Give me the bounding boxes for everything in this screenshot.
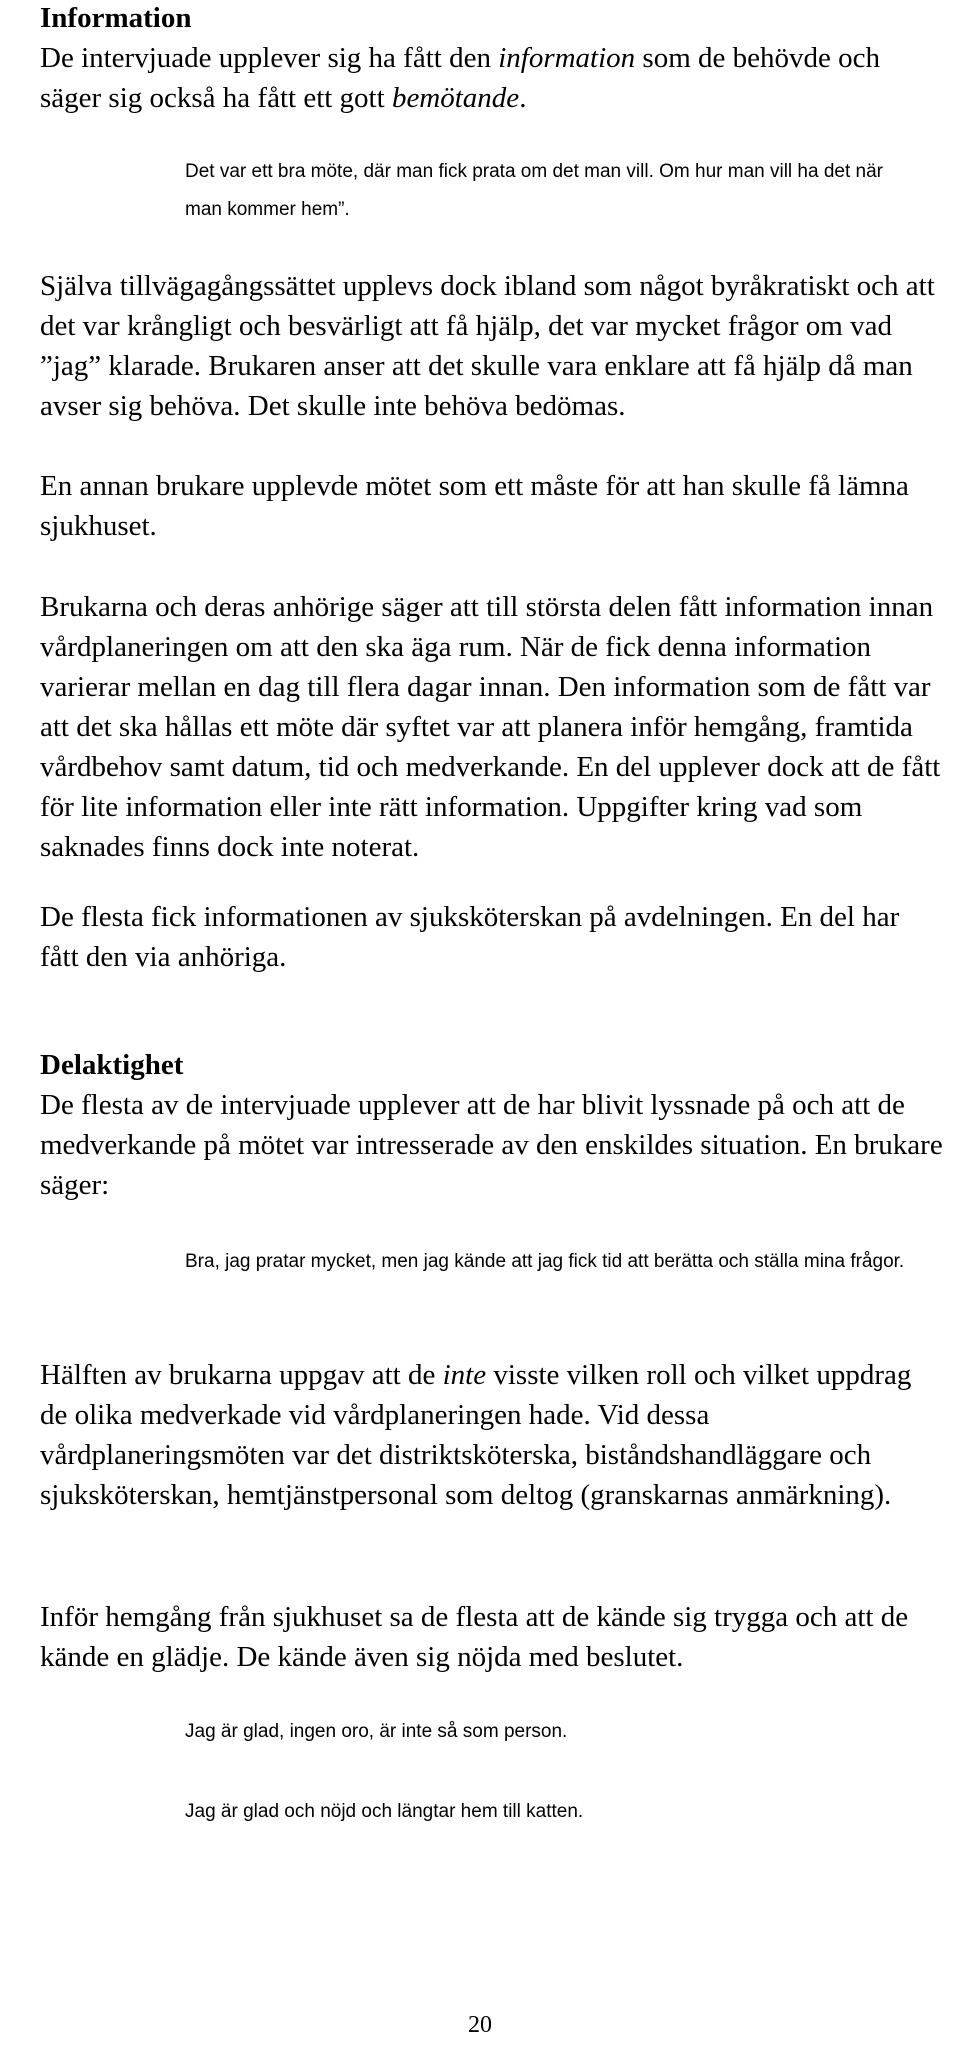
- information-intro: De intervjuade upplever sig ha fått den information som de behövde och säger sig också ha fått ett gott bemötande.: [40, 42, 881, 114]
- paragraph-procedure: Själva tillvägagångssättet upplevs dock ibland som något byråkratiskt och att det var krångligt och besvärligt att få hjälp, det var mycket frågor om vad ”jag” klarade. Brukaren anser att det skulle vara enklare att få hjälp då man avser sig behöva. Det skulle inte behöva bedömas.: [40, 270, 935, 422]
- paragraph-roles: Hälften av brukarna uppgav att de inte visste vilken roll och vilket uppdrag de olika medverkade vid vårdplaneringen hade. Vid dessa vårdplaneringsmöten var det distriktsköterska, biståndshandläggare och sjuksköterskan, hemtjänstpersonal som deltog (granskarnas anmärkning).: [40, 1359, 912, 1511]
- information-section: [40, 0, 940, 118]
- page-number: 20: [468, 2012, 492, 2038]
- section-heading-information: Information: [40, 2, 192, 34]
- quote-glad: Jag är glad, ingen oro, är inte så som person.: [185, 1721, 568, 1742]
- paragraph-information-timing: Brukarna och deras anhörige säger att till största delen fått information innan vårdplaneringen om att den ska äga rum. När de fick denna information varierar mellan en dag till flera dagar innan. Den information som de fått var att det ska hållas ett möte där syftet var att planera inför hemgång, framtida vårdbehov samt datum, tid och medverkande. En del upplever dock att de fått för lite information eller inte rätt information. Uppgifter kring vad som saknades finns dock inte noterat.: [40, 591, 941, 863]
- delaktighet-intro: De flesta av de intervjuade upplever att de har blivit lyssnade på och att de medverkande på mötet var intresserade av den enskildes situation. En brukare säger:: [40, 1089, 943, 1201]
- quote-katten: Jag är glad och nöjd och längtar hem till katten.: [185, 1801, 584, 1822]
- quote-delaktighet: Bra, jag pratar mycket, men jag kände att jag fick tid att berätta och ställa mina frågor.: [185, 1251, 905, 1272]
- paragraph-other-user: En annan brukare upplevde mötet som ett måste för att han skulle få lämna sjukhuset.: [40, 470, 909, 542]
- paragraph-information-source: De flesta fick informationen av sjuksköterskan på avdelningen. En del har fått den via anhöriga.: [40, 901, 900, 973]
- section-heading-delaktighet: Delaktighet: [40, 1049, 184, 1081]
- quote-information: Det var ett bra möte, där man fick prata om det man vill. Om hur man vill ha det när man kommer hem”.: [185, 161, 883, 220]
- paragraph-homecoming: Inför hemgång från sjukhuset sa de flesta att de kände sig trygga och att de kände en glädje. De kände även sig nöjda med beslutet.: [40, 1601, 909, 1673]
- delaktighet-section: [40, 1045, 945, 1205]
